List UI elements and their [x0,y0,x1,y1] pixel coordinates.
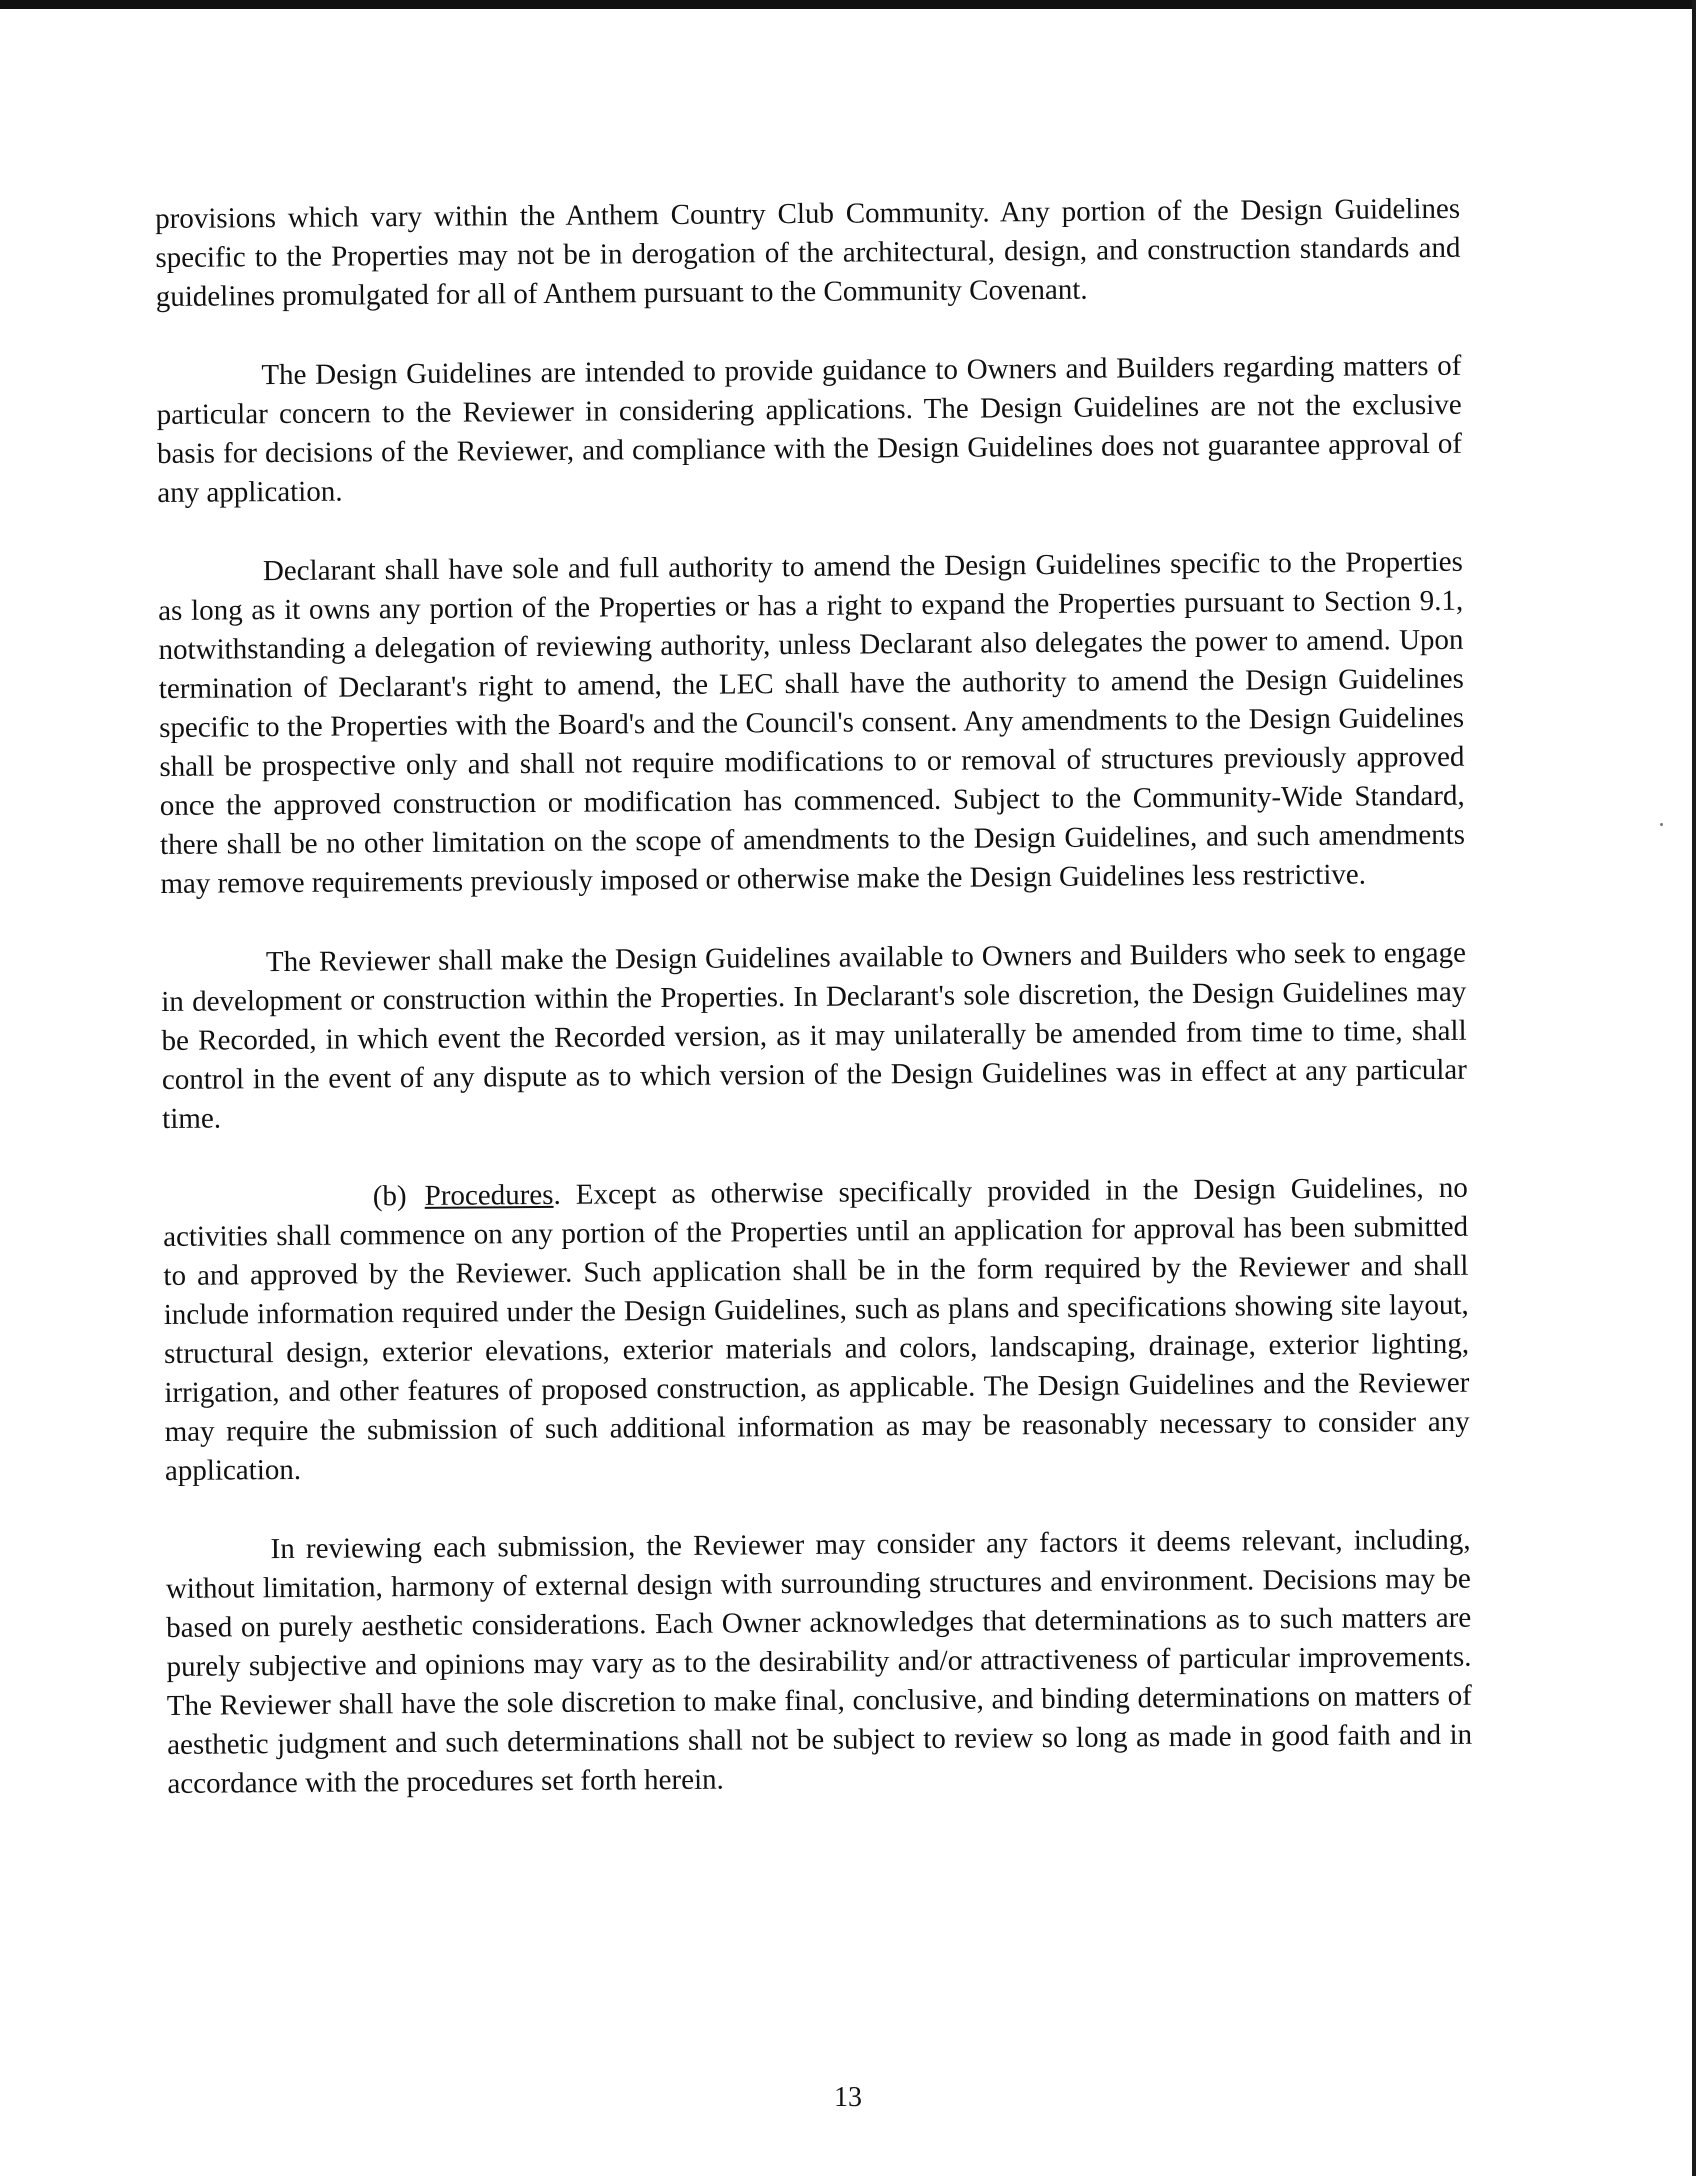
paragraph-design-guidelines-scope: provisions which vary within the Anthem Country Club Community. Any portion of the Design Guidelines specific to the Properties may not be in derogation of the architectural, design, and construction standards and guidelines promulgated for all of Anthem pursuant to the Community Covenant. [155,192,1461,313]
scan-top-border [0,0,1696,9]
paragraph-procedures [163,1169,1470,1491]
paragraph-design-guidelines-purpose: The Design Guidelines are intended to provide guidance to Owners and Builders regarding matters of particular concern to the Reviewer in considering applications. The Design Guidelines are not the exclusive basis for decisions of the Reviewer, and compliance with the Design Guidelines does not guarantee approval of any application. [156,349,1463,509]
subsection-label: (b) [372,1180,407,1213]
subsection-heading-procedures: Procedures [424,1178,554,1212]
scan-right-border [1692,0,1696,2176]
page-number: 13 [834,2082,862,2113]
paragraph-amendment-authority: Declarant shall have sole and full authority to amend the Design Guidelines specific to the Properties as long as it owns any portion of the Properties or has a right to expand the Properties pursuant to Section 9.1, notwithstanding a delegation of reviewing authority, unless Declarant also delegates the power to amend. Upon termination of Declarant's right to amend, the LEC shall have the authority to amend the Design Guidelines specific to the Properties with the Board's and the Council's consent. Any amendments to the Design Guidelines shall be prospective only and shall not require modifications to or removal of structures previously approved once the approved construction or modification has commenced. Subject to the Community-Wide Standard, there shall be no other limitation on the scope of amendments to the Design Guidelines, and such amendments may remove requirements previously imposed or otherwise make the Design Guidelines less restrictive. [158,545,1466,900]
paragraph-guidelines-availability: The Reviewer shall make the Design Guidelines available to Owners and Builders who seek to engage in development or construction within the Properties. In Declarant's sole discretion, the Design Guidelines may be Recorded, in which event the Recorded version, as it may unilaterally be amended from time to time, shall control in the event of any dispute as to which version of the Design Guidelines was in effect at any particular time. [161,936,1467,1135]
document-page [155,190,1473,1844]
paragraph-review-factors: In reviewing each submission, the Reviewer may consider any factors it deems relevant, including, without limitation, harmony of external design with surrounding structures and environment. Decisions may be based on purely aesthetic considerations. Each Owner acknowledges that determinations as to such matters are purely subjective and opinions may vary as to the desirability and/or attractiveness of particular improvements. The Reviewer shall have the sole discretion to make final, conclusive, and binding determinations on matters of aesthetic judgment and such determinations shall not be subject to review so long as made in good faith and in accordance with the procedures set forth herein. [165,1523,1473,1800]
procedures-text: . Except as otherwise specifically provided in the Design Guidelines, no activities shall commence on any portion of the Properties until an application for approval has been submitted to and approved by the Reviewer. Such application shall be in the form required by the Reviewer and shall include information required under the Design Guidelines, such as plans and specifications showing site layout, structural design, exterior elevations, exterior materials and colors, landscaping, drainage, exterior lighting, irrigation, and other features of proposed construction, as applicable. The Design Guidelines and the Reviewer may require the submission of such additional information as may be reasonably necessary to consider any application. [163,1171,1470,1487]
scan-speck [1660,823,1663,826]
